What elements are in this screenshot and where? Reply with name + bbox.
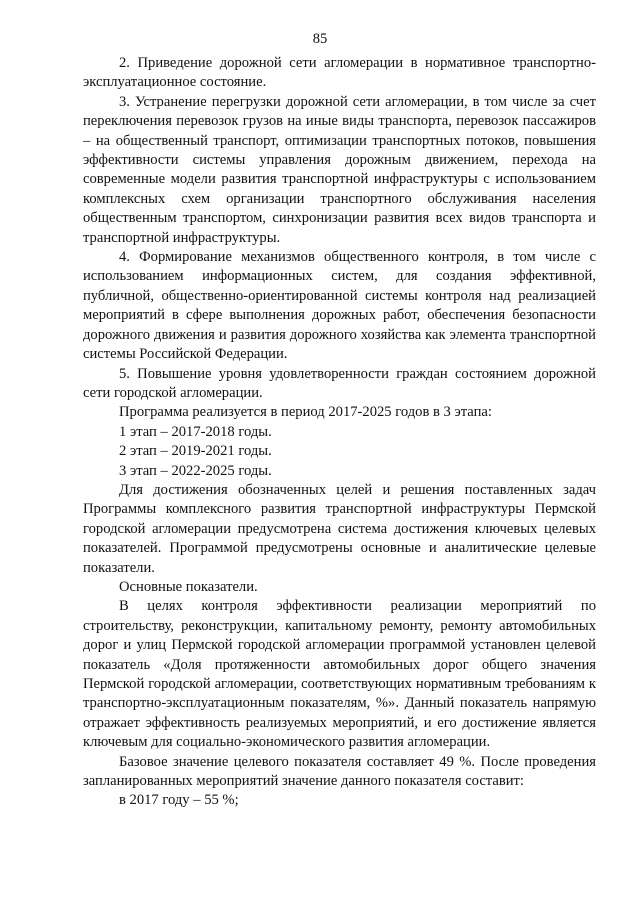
paragraph-goal-2: 2. Приведение дорожной сети агломерации в нормативное транспортно-эксплуатационное состояние. xyxy=(83,55,596,91)
paragraph-goal-5: 5. Повышение уровня удовлетворенности граждан состоянием дорожной сети городской агломерации. xyxy=(83,365,596,401)
stages-intro: Программа реализуется в период 2017-2025 годов в 3 этапа: xyxy=(119,404,492,421)
document-body xyxy=(83,54,596,811)
paragraph-goal-4: 4. Формирование механизмов общественного контроля, в том числе с использованием информационных систем, для создания эффективной, публичной, общественно-ориентированной системы контроля над реализацией мероприятий в сфере выполнения дорожных работ, обеспечения безопасности дорожного движения и развития дорожного хозяйства как элемента транспортной системы Российской Федерации. xyxy=(83,249,596,363)
paragraph-targets: Для достижения обозначенных целей и решения поставленных задач Программы комплексного развития транспортной инфраструктуры Пермской городской агломерации предусмотрена система достижения ключевых целевых показателей. Программой предусмотрены основные и аналитические целевые показатели. xyxy=(83,481,596,576)
paragraph-control: В целях контроля эффективности реализации мероприятий по строительству, реконструкции, капитальному ремонту, ремонту автомобильных дорог и улиц Пермской городской агломерации программой установлен целевой показатель «Доля протяженности автомобильных дорог общего значения Пермской городской агломерации, соответствующих нормативным требованиям к транспортно-эксплуатационным показателям, %». Данный показатель напрямую отражает эффективность реализуемых мероприятий, и его достижение является ключевым для социально-экономического развития агломерации. xyxy=(83,598,596,751)
paragraph-goal-3: 3. Устранение перегрузки дорожной сети агломерации, в том числе за счет переключения перевозок грузов на иные виды транспорта, перевозок пассажиров – на общественный транспорт, оптимизации транспортных потоков, повышения эффективности системы управления дорожным движением, перехода на современные модели развития транспортной инфраструктуры с использованием комплексных схем организации транспортного обслуживания населения общественным транспортом, синхронизации развития всех видов транспорта и транспортной инфраструктуры. xyxy=(83,93,596,246)
stage-1: 1 этап – 2017-2018 годы. xyxy=(119,423,272,440)
paragraph-base-value: Базовое значение целевого показателя составляет 49 %. После проведения запланированных мероприятий значение данного показателя составит: xyxy=(83,753,596,790)
main-indicators-heading: Основные показатели. xyxy=(119,578,258,595)
page-number: 85 xyxy=(312,31,328,47)
stage-2: 2 этап – 2019-2021 годы. xyxy=(119,443,272,460)
value-2017: в 2017 году – 55 %; xyxy=(119,792,239,809)
stage-3: 3 этап – 2022-2025 годы. xyxy=(119,462,272,479)
